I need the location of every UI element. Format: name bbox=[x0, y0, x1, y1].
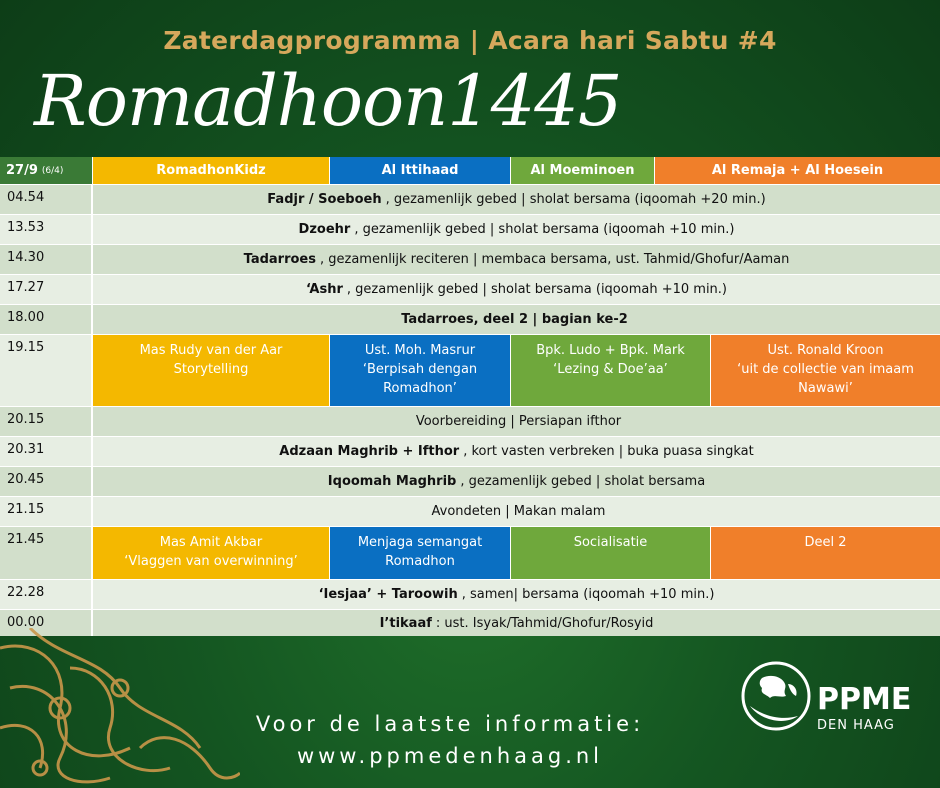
row-desc-text: , gezamenlijk gebed | sholat bersama bbox=[460, 474, 706, 489]
table-row-activities bbox=[0, 334, 940, 406]
footer-line-1: Voor de laatste informatie: bbox=[255, 712, 645, 736]
row-desc bbox=[93, 215, 940, 244]
row-desc bbox=[93, 467, 940, 496]
row-desc-bold: ‘Iesjaa’ + Taroowih bbox=[318, 587, 458, 602]
script-title: Romadhoon1445 bbox=[34, 60, 622, 142]
table-row bbox=[0, 274, 940, 304]
row-desc bbox=[93, 580, 940, 609]
table-row bbox=[0, 214, 940, 244]
row-time: 19.15 bbox=[0, 335, 93, 406]
row-time: 13.53 bbox=[0, 215, 93, 244]
row-desc-text: : ust. Isyak/Tahmid/Ghofur/Rosyid bbox=[435, 615, 654, 631]
ppme-globe-logo-icon bbox=[740, 660, 812, 732]
schedule-table bbox=[0, 157, 940, 636]
row-desc bbox=[93, 305, 940, 334]
header-title: Zaterdagprogramma | Acara hari Sabtu #4 bbox=[163, 26, 777, 55]
row-desc-bold: Dzoehr bbox=[298, 222, 351, 237]
header-group-remaja: Al Remaja + Al Hoesein bbox=[655, 157, 940, 184]
row-desc-bold: I’tikaaf bbox=[379, 615, 432, 631]
row-time: 04.54 bbox=[0, 185, 93, 214]
row-time: 00.00 bbox=[0, 610, 93, 636]
table-row bbox=[0, 244, 940, 274]
row-time: 20.15 bbox=[0, 407, 93, 436]
row-desc bbox=[93, 275, 940, 304]
header-date bbox=[0, 157, 93, 184]
row-desc bbox=[93, 185, 940, 214]
table-row bbox=[0, 304, 940, 334]
row-desc bbox=[93, 437, 940, 466]
row-time: 21.45 bbox=[0, 527, 93, 579]
header-date-sub: (6/4) bbox=[41, 165, 64, 176]
row-time: 18.00 bbox=[0, 305, 93, 334]
row-time: 21.15 bbox=[0, 497, 93, 526]
table-row bbox=[0, 466, 940, 496]
table-row bbox=[0, 579, 940, 609]
table-row-activities bbox=[0, 526, 940, 579]
activity-moeminoen: Bpk. Ludo + Bpk. Mark ‘Lezing & Doe’aa’ bbox=[511, 335, 711, 406]
row-time: 20.31 bbox=[0, 437, 93, 466]
row-desc-bold: Iqoomah Maghrib bbox=[327, 474, 457, 489]
row-desc-text: Avondeten | Makan malam bbox=[431, 504, 606, 519]
row-desc-text: Voorbereiding | Persiapan ifthor bbox=[415, 414, 622, 429]
header-group-moeminoen: Al Moeminoen bbox=[511, 157, 655, 184]
row-time: 14.30 bbox=[0, 245, 93, 274]
row-desc-text: , kort vasten verbreken | buka puasa singkat bbox=[463, 444, 754, 459]
activity-kidz: Mas Amit Akbar ‘Vlaggen van overwinning’ bbox=[93, 527, 330, 579]
activity-ittihaad: Ust. Moh. Masrur ‘Berpisah dengan Romadhon’ bbox=[330, 335, 511, 406]
activity-kidz: Mas Rudy van der Aar Storytelling bbox=[93, 335, 330, 406]
activity-remaja: Ust. Ronald Kroon ‘uit de collectie van imaam Nawawi’ bbox=[711, 335, 940, 406]
row-desc-bold: Fadjr / Soeboeh bbox=[267, 192, 382, 207]
row-desc-bold: Tadarroes bbox=[243, 252, 316, 267]
header-group-kidz: RomadhonKidz bbox=[93, 157, 330, 184]
logo-subtitle: DEN HAAG bbox=[817, 718, 895, 733]
row-desc bbox=[93, 407, 940, 436]
table-row bbox=[0, 496, 940, 526]
header-group-ittihaad: Al Ittihaad bbox=[330, 157, 511, 184]
table-row bbox=[0, 406, 940, 436]
row-desc-bold: ‘Ashr bbox=[305, 282, 343, 297]
table-row bbox=[0, 184, 940, 214]
header-date-main: 27/9 bbox=[6, 163, 38, 178]
row-desc-text: , gezamenlijk gebed | sholat bersama (iqoomah +10 min.) bbox=[354, 222, 735, 237]
table-header bbox=[0, 157, 940, 184]
row-time: 22.28 bbox=[0, 580, 93, 609]
row-desc-text: , samen| bersama (iqoomah +10 min.) bbox=[461, 587, 715, 602]
row-desc-bold: Tadarroes, deel 2 | bagian ke-2 bbox=[401, 312, 628, 327]
row-time: 20.45 bbox=[0, 467, 93, 496]
row-desc-text: , gezamenlijk reciteren | membaca bersama, ust. Tahmid/Ghofur/Aaman bbox=[319, 252, 790, 267]
row-desc-text: , gezamenlijk gebed | sholat bersama (iqoomah +10 min.) bbox=[346, 282, 728, 297]
table-row bbox=[0, 436, 940, 466]
activity-ittihaad: Menjaga semangat Romadhon bbox=[330, 527, 511, 579]
activity-remaja: Deel 2 bbox=[711, 527, 940, 579]
logo-name: PPME bbox=[817, 682, 912, 717]
row-desc-text: , gezamenlijk gebed | sholat bersama (iqoomah +20 min.) bbox=[385, 192, 766, 207]
footer-website-link[interactable]: www.ppmedenhaag.nl bbox=[296, 744, 604, 768]
row-desc bbox=[93, 497, 940, 526]
row-desc-bold: Adzaan Maghrib + Ifthor bbox=[279, 444, 460, 459]
row-time: 17.27 bbox=[0, 275, 93, 304]
row-desc bbox=[93, 245, 940, 274]
activity-moeminoen: Socialisatie bbox=[511, 527, 711, 579]
